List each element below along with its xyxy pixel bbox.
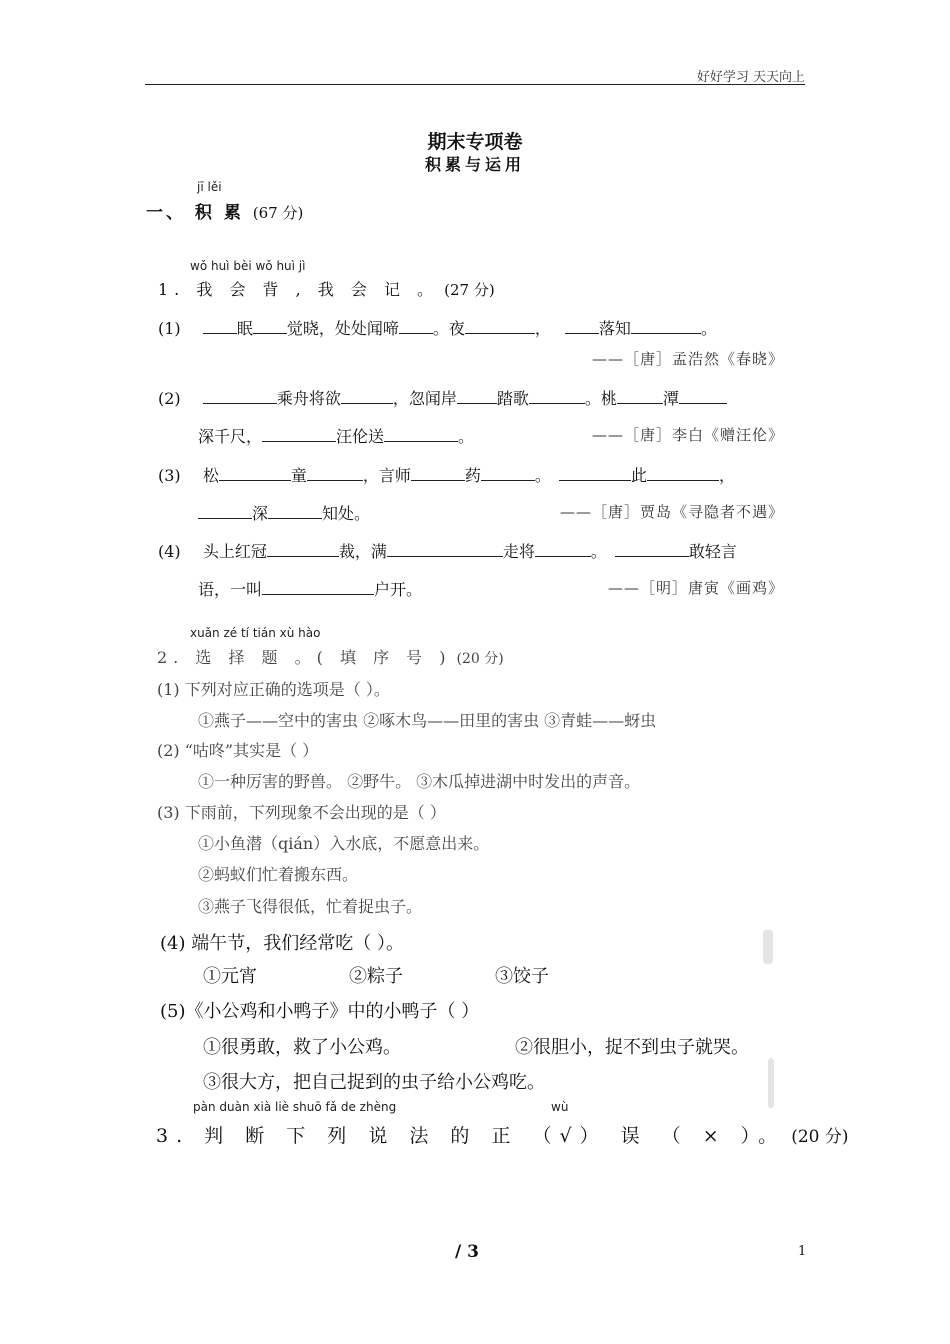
poem-text: 。 — [590, 542, 607, 561]
poem4-number: (4) — [158, 542, 181, 561]
section1-label: 一、 积 累 — [146, 203, 244, 223]
blank[interactable] — [384, 427, 458, 442]
poem-text: 敢轻言 — [688, 542, 737, 561]
q3-pinyin-2: wù — [551, 1100, 569, 1114]
poem-text: 松 — [202, 466, 219, 485]
q1-points: (27 分) — [444, 281, 495, 299]
poem3-line2 — [198, 501, 370, 524]
blank[interactable] — [617, 389, 663, 404]
poem-text: 踏歌 — [496, 389, 529, 408]
footer-page-number: 1 — [798, 1244, 807, 1259]
blank[interactable] — [631, 319, 701, 334]
footer-total-pages: / 3 — [455, 1242, 479, 1262]
page-title: 期末专项卷 — [427, 131, 523, 153]
blank[interactable] — [341, 389, 393, 404]
q2-sub5-option1: ①很勇敢，救了小公鸡。 — [203, 1037, 401, 1058]
blank[interactable] — [457, 389, 497, 404]
section1-heading — [146, 198, 303, 223]
poem-text: 。 — [700, 319, 717, 338]
poem-text: 此 — [630, 466, 647, 485]
poem-text: 落知 — [598, 319, 631, 338]
poem2-number: (2) — [158, 389, 181, 408]
poem-text: 。 — [458, 427, 475, 446]
poem1-line1 — [158, 316, 717, 339]
blank[interactable] — [481, 466, 535, 481]
poem4-line1 — [158, 539, 737, 562]
blank[interactable] — [465, 319, 535, 334]
poem4-citation: ——［明］唐寅《画鸡》 — [607, 579, 784, 597]
section1-points: (67 分) — [252, 204, 304, 222]
page-subtitle: 积累与运用 — [424, 155, 525, 174]
blank[interactable] — [203, 319, 237, 334]
blank[interactable] — [262, 427, 336, 442]
poem-text: 潭 — [662, 389, 679, 408]
blank[interactable] — [219, 466, 291, 481]
poem-text: 户开。 — [374, 580, 423, 599]
poem-text: 。桃 — [584, 389, 617, 408]
q2-sub3-option1: ①小鱼潜（qián）入水底，不愿意出来。 — [198, 834, 490, 853]
q1-heading — [158, 277, 495, 300]
poem-text: 。夜 — [432, 319, 465, 338]
poem-text: ，忽闻岸 — [392, 389, 457, 408]
section1-pinyin: jī lěi — [197, 180, 222, 194]
q3-label: 3. 判 断 下 列 说 法 的 正 （√） 误 （ × ）。 — [156, 1125, 786, 1147]
scan-artifact — [763, 930, 773, 964]
blank[interactable] — [535, 542, 591, 557]
blank[interactable] — [399, 319, 433, 334]
blank[interactable] — [262, 580, 374, 595]
q2-sub5-option2: ②很胆小，捉不到虫子就哭。 — [515, 1037, 749, 1058]
q2-sub3-question: (3) 下雨前，下列现象不会出现的是（ ） — [157, 803, 446, 822]
q2-sub5-option3: ③很大方，把自己捉到的虫子给小公鸡吃。 — [203, 1072, 545, 1093]
scan-artifact — [768, 1058, 774, 1108]
poem-text: 童 — [290, 466, 307, 485]
poem-text: 乘舟将欲 — [276, 389, 341, 408]
q2-sub3-option3: ③燕子飞得很低，忙着捉虫子。 — [198, 897, 423, 916]
blank[interactable] — [307, 466, 363, 481]
poem-text: 眠 — [236, 319, 253, 338]
blank[interactable] — [679, 389, 727, 404]
q2-pinyin: xuǎn zé tí tián xù hào — [190, 626, 321, 640]
poem4-line2 — [198, 577, 422, 600]
poem-text: ， — [534, 319, 551, 338]
poem-text: 语，一叫 — [198, 580, 263, 599]
poem2-line2 — [198, 424, 474, 447]
q2-sub4-question: (4) 端午节，我们经常吃（ ）。 — [160, 933, 404, 954]
q2-sub1-options: ①燕子——空中的害虫 ②啄木鸟——田里的害虫 ③青蛙——蚜虫 — [198, 711, 657, 730]
q2-sub4-option1: ①元宵 — [203, 966, 257, 987]
q1-label: 1. 我 会 背 , 我 会 记 。 — [158, 280, 440, 299]
poem-text: 汪伦送 — [336, 427, 385, 446]
blank[interactable] — [565, 319, 599, 334]
blank[interactable] — [647, 466, 719, 481]
poem-text: 裁，满 — [338, 542, 387, 561]
poem-text: 头上红冠 — [202, 542, 267, 561]
q3-points: (20 分) — [791, 1127, 849, 1147]
poem-text: 药 — [464, 466, 481, 485]
q2-sub4-option2: ②粽子 — [349, 966, 403, 987]
poem2-line1 — [158, 386, 727, 409]
header-rule — [145, 84, 805, 85]
blank[interactable] — [198, 504, 252, 519]
poem1-citation: ——［唐］孟浩然《春晓》 — [591, 350, 784, 368]
poem-text: 知处。 — [322, 504, 371, 523]
blank[interactable] — [387, 542, 503, 557]
poem1-number: (1) — [158, 319, 181, 338]
blank[interactable] — [253, 319, 287, 334]
poem3-line1 — [158, 463, 735, 486]
blank[interactable] — [529, 389, 585, 404]
blank[interactable] — [559, 466, 631, 481]
blank[interactable] — [268, 504, 322, 519]
poem3-citation: ——［唐］贾岛《寻隐者不遇》 — [559, 503, 784, 521]
blank[interactable] — [267, 542, 339, 557]
poem2-citation: ——［唐］李白《赠汪伦》 — [591, 426, 784, 444]
q3-heading — [156, 1121, 849, 1148]
header-tagline: 好好学习 天天向上 — [696, 70, 805, 85]
blank[interactable] — [615, 542, 689, 557]
q2-label: 2. 选 择 题 。( 填 序 号 ) — [157, 648, 452, 667]
q2-heading — [157, 645, 504, 668]
q3-pinyin: pàn duàn xià liè shuō fǎ de zhèng — [193, 1100, 397, 1114]
poem-text: 深千尺， — [198, 427, 263, 446]
poem-text: 觉晓，处处闻啼 — [286, 319, 399, 338]
q2-sub2-question: (2) “咕咚”其实是（ ） — [157, 741, 319, 760]
poem-text: 深 — [252, 504, 269, 523]
q2-sub2-options: ①一种厉害的野兽。 ②野牛。 ③木瓜掉进湖中时发出的声音。 — [198, 772, 641, 791]
q2-sub3-option2: ②蚂蚁们忙着搬东西。 — [198, 865, 359, 884]
poem-text: 走将 — [502, 542, 535, 561]
poem3-number: (3) — [158, 466, 181, 485]
q2-points: (20 分) — [456, 651, 504, 667]
q2-sub4-option3: ③饺子 — [495, 966, 549, 987]
blank[interactable] — [203, 389, 277, 404]
q2-sub1-question: (1) 下列对应正确的选项是（ ）。 — [157, 680, 390, 699]
blank[interactable] — [411, 466, 465, 481]
q1-pinyin: wǒ huì bèi wǒ huì jì — [190, 259, 306, 273]
poem-text: ，言师 — [362, 466, 411, 485]
q2-sub5-question: (5)《小公鸡和小鸭子》中的小鸭子（ ） — [160, 1001, 480, 1022]
poem-text: 。 — [534, 466, 551, 485]
poem-text: ， — [718, 466, 735, 485]
